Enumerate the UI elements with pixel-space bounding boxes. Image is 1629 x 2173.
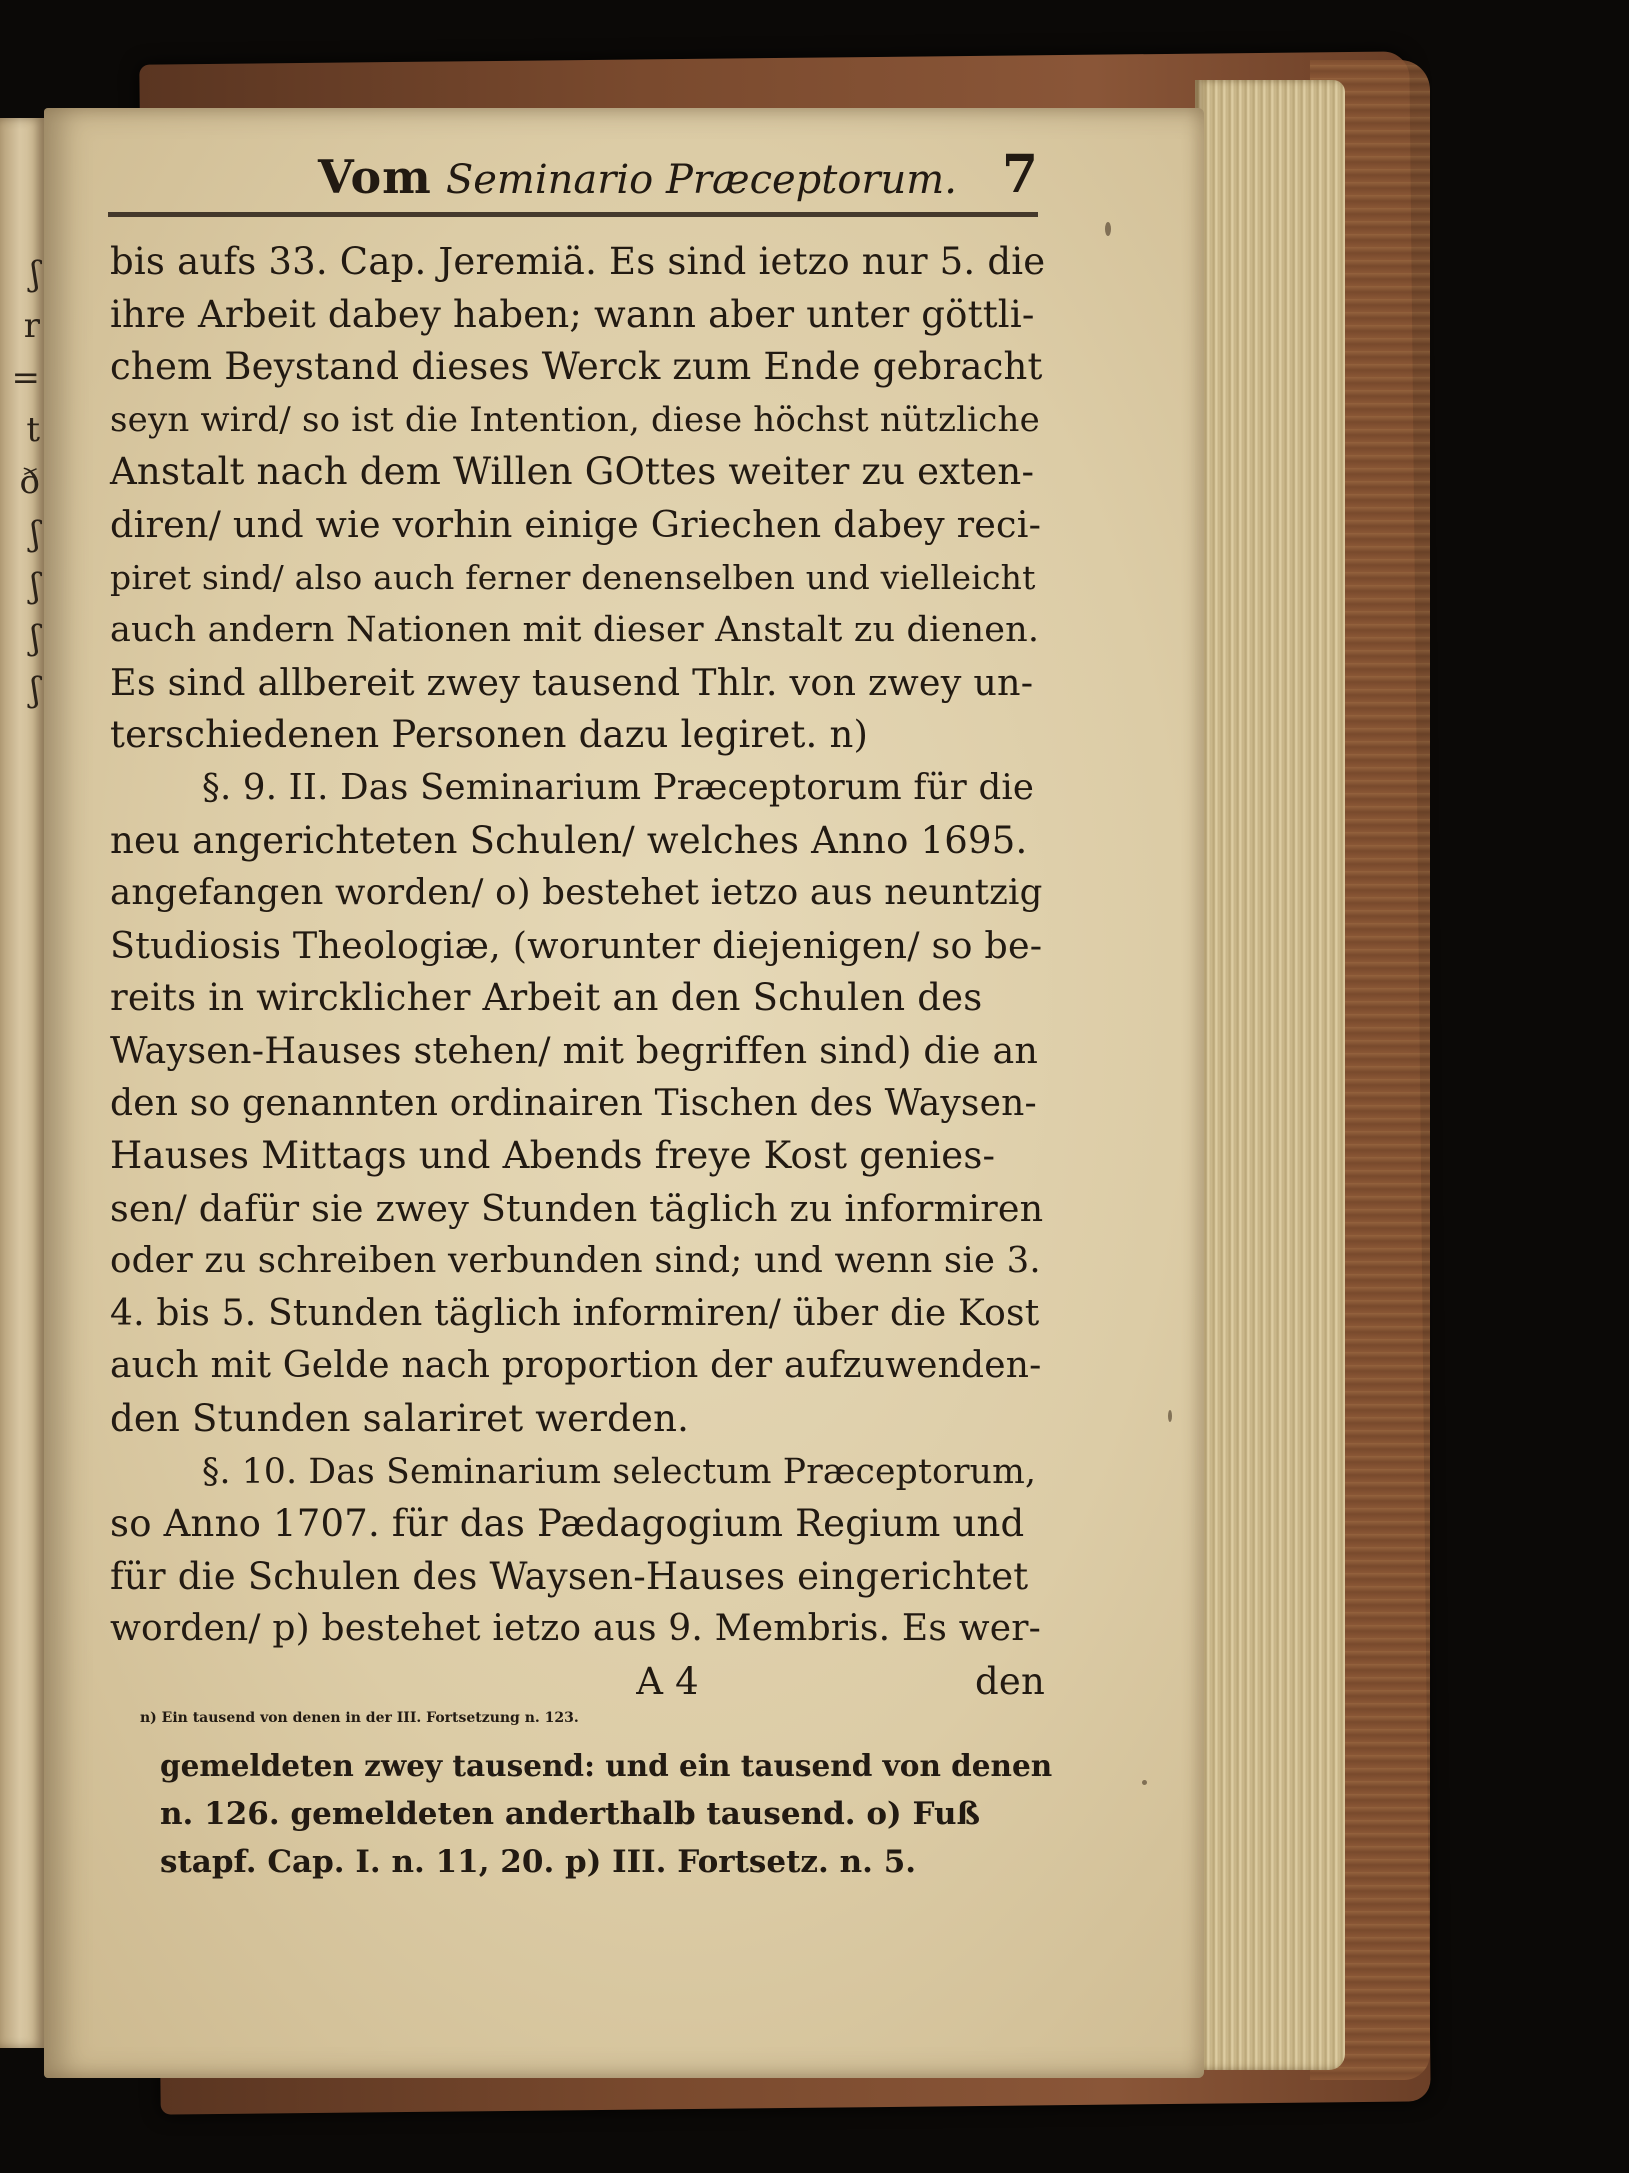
text-line: den so genannten ordinairen Tischen des Waysen- bbox=[110, 1082, 1037, 1124]
text-line: Es sind allbereit zwey tausend Thlr. von zwey un- bbox=[110, 660, 1034, 704]
header-rule bbox=[108, 212, 1038, 217]
page-number: 7 bbox=[1001, 144, 1038, 205]
left-page-glyph: t bbox=[26, 410, 40, 450]
ink-speck bbox=[1168, 1410, 1172, 1422]
text-line: reits in wircklicher Arbeit an den Schulen des bbox=[110, 976, 983, 1020]
catchword: den bbox=[974, 1660, 1045, 1704]
text-line: Anstalt nach dem Willen GOttes weiter zu exten- bbox=[110, 450, 1035, 494]
left-page-glyph: ð bbox=[19, 462, 40, 502]
text-line: ihre Arbeit dabey haben; wann aber unter göttli- bbox=[110, 292, 1035, 336]
text-line: neu angerichteten Schulen/ welches Anno 1695. bbox=[110, 818, 1028, 862]
header-subtitle: Seminario Præceptorum. bbox=[445, 157, 957, 203]
body-text bbox=[110, 236, 1045, 1709]
text-line: Waysen-Hauses stehen/ mit begriffen sind) die an bbox=[110, 1028, 1039, 1072]
text-line: sen/ dafür sie zwey Stunden täglich zu informiren bbox=[110, 1186, 1044, 1230]
footnote-line: stapf. Cap. I. n. 11, 20. p) III. Fortsetz. n. 5. bbox=[160, 1844, 917, 1880]
text-line: §. 10. Das Seminarium selectum Præceptorum, bbox=[202, 1451, 1037, 1492]
footnote-line: n. 126. gemeldeten anderthalb tausend. o) Fuß bbox=[160, 1796, 981, 1832]
footnotes bbox=[140, 1694, 1060, 1886]
left-page-sliver bbox=[0, 118, 44, 2048]
text-line: den Stunden salariret werden. bbox=[110, 1397, 690, 1441]
running-header bbox=[318, 144, 1038, 210]
text-line: oder zu schreiben verbunden sind; und wenn sie 3. bbox=[110, 1240, 1041, 1282]
signature-mark: A 4 bbox=[636, 1660, 699, 1704]
left-page-glyph: ʃ bbox=[30, 670, 40, 710]
left-page-glyph: ʃ bbox=[30, 566, 40, 606]
text-line: diren/ und wie vorhin einige Griechen dabey reci- bbox=[110, 502, 1042, 546]
ink-speck bbox=[1105, 222, 1111, 236]
text-line: auch andern Nationen mit dieser Anstalt zu dienen. bbox=[110, 610, 1040, 651]
text-line: chem Beystand dieses Werck zum Ende gebracht bbox=[110, 345, 1043, 389]
ink-speck bbox=[1142, 1780, 1147, 1785]
text-line: auch mit Gelde nach proportion der aufzuwenden- bbox=[110, 1345, 1042, 1387]
page-fore-edge bbox=[1195, 80, 1345, 2070]
text-line: bis aufs 33. Cap. Jeremiä. Es sind ietzo nur 5. die bbox=[110, 240, 1046, 283]
text-line: so Anno 1707. für das Pædagogium Regium und bbox=[110, 1502, 1025, 1546]
text-line: seyn wird/ so ist die Intention, diese höchst nützliche bbox=[110, 399, 1040, 440]
left-page-glyph: r bbox=[23, 306, 40, 346]
left-page-glyph: ʃ bbox=[30, 618, 40, 658]
text-line: terschiedenen Personen dazu legiret. n) bbox=[110, 713, 869, 757]
text-line: piret sind/ also auch ferner denenselben und vielleicht bbox=[110, 557, 1036, 597]
text-line: worden/ p) bestehet ietzo aus 9. Membris. Es wer- bbox=[110, 1608, 1041, 1650]
text-line: §. 9. II. Das Seminarium Præceptorum für die bbox=[202, 766, 1035, 808]
left-page-glyph: = bbox=[11, 358, 40, 398]
text-line: 4. bis 5. Stunden täglich informiren/ über die Kost bbox=[110, 1292, 1040, 1334]
text-line: für die Schulen des Waysen-Hauses eingerichtet bbox=[110, 1554, 1029, 1598]
header-title: Vom bbox=[318, 150, 432, 204]
footnote-line: gemeldeten zwey tausend: und ein tausend von denen bbox=[160, 1748, 1053, 1783]
text-line: Studiosis Theologiæ, (worunter diejenigen/ so be- bbox=[110, 923, 1043, 967]
left-page-glyph: ʃ bbox=[30, 254, 40, 294]
left-page-glyphs bbox=[4, 248, 40, 716]
text-line: angefangen worden/ o) bestehet ietzo aus neuntzig bbox=[110, 872, 1043, 914]
text-line: Hauses Mittags und Abends freye Kost genies- bbox=[110, 1134, 996, 1178]
left-page-glyph: ʃ bbox=[30, 514, 40, 554]
footnote-line: n) Ein tausend von denen in der III. Fortsetzung n. 123. bbox=[140, 1710, 579, 1726]
